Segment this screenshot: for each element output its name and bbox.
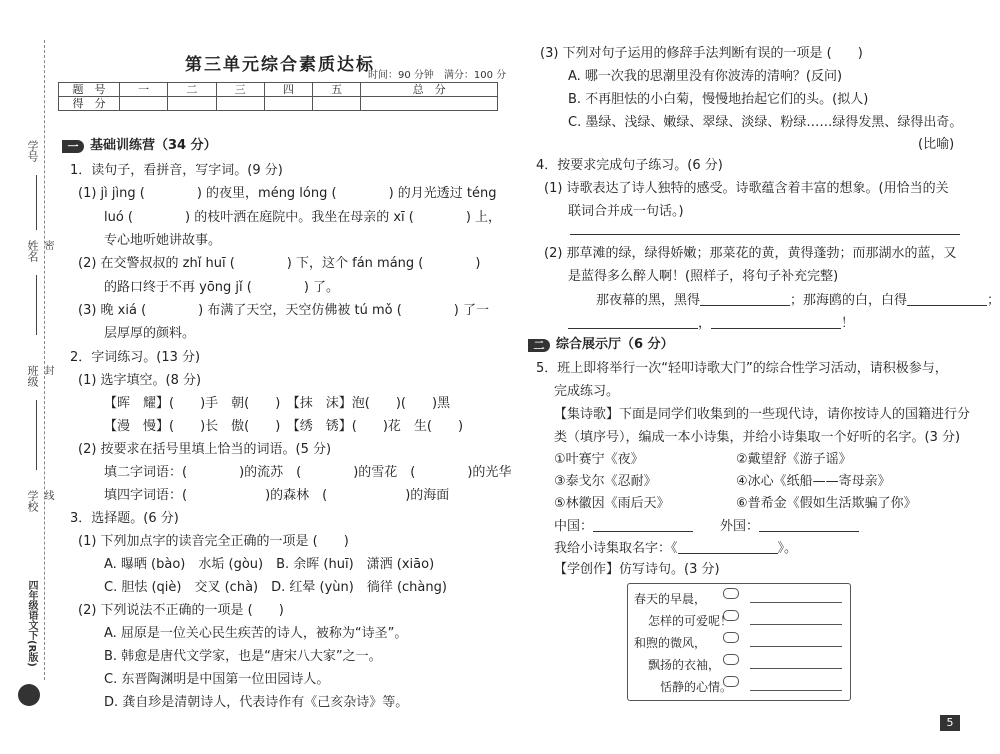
question-line: 联词合并成一句话。) <box>568 204 684 219</box>
poem-line: 和煦的微风， <box>634 636 707 650</box>
choice-line: D. 龚自珍是清朝诗人，代表诗作有《己亥杂诗》等。 <box>104 695 409 710</box>
score-row-label: 得 分 <box>59 97 120 111</box>
sentence-text: ； <box>987 293 1000 308</box>
mascot-icon <box>18 684 40 706</box>
poem-line: 春天的早晨， <box>634 592 707 606</box>
question-line: (2) 下列说法不正确的一项是 ( ) <box>78 603 284 618</box>
choice-line: A. 曝晒 (bào) 水垢 (gòu) B. 余晖 (huī) 潇洒 (xiāo) <box>104 557 435 572</box>
school-label: 学校 <box>26 490 39 512</box>
china-row <box>554 519 693 533</box>
section-number-badge: 一 <box>62 140 84 153</box>
foreign-row <box>720 519 859 533</box>
sentence-text: ， <box>698 316 712 331</box>
sentence-model <box>568 316 854 330</box>
answer-line[interactable] <box>570 222 960 235</box>
foreign-label: 外国： <box>720 519 760 534</box>
anthology-end: 》。 <box>777 541 798 556</box>
question-line: 填四字词语：( )的森林 ( )的海面 <box>104 488 450 503</box>
anthology-label: 我给小诗集取名字：《 <box>554 541 678 556</box>
question-5: 5．班上即将举行一次“轻叩诗歌大门”的综合性学习活动，请积极参与， <box>536 361 948 376</box>
score-header-cell: 四 <box>264 83 312 97</box>
sentence-text: ；那海鸥的白，白得 <box>790 293 908 308</box>
question-line: (1) 选字填空。(8 分) <box>78 373 202 388</box>
score-cell[interactable] <box>361 97 498 111</box>
question-line: 完成练习。 <box>554 384 620 399</box>
score-cell[interactable] <box>120 97 168 111</box>
question-line: (1) jì jìng ( ) 的夜里，méng lóng ( ) 的月光透过 téng <box>78 186 497 201</box>
question-line: (3) 晚 xiá ( ) 布满了天空，天空仿佛被 tú mǒ ( ) 了一 <box>78 303 489 318</box>
choice-line: C. 墨绿、浅绿、嫩绿、翠绿、淡绿、粉绿……绿得发黑、绿得出奇。 <box>568 115 963 130</box>
score-cell[interactable] <box>168 97 216 111</box>
choice-line: B. 韩愈是唐代文学家，也是“唐宋八大家”之一。 <box>104 649 382 664</box>
notebook-illustration <box>627 583 851 701</box>
ring-icon <box>723 654 739 665</box>
question-line: 的路口终于不再 yōng jǐ ( ) 了。 <box>104 280 340 295</box>
writing-line[interactable] <box>750 602 842 603</box>
question-line: (2) 在交警叔叔的 zhǐ huī ( ) 下，这个 fán máng ( ) <box>78 256 481 271</box>
answer-blank[interactable] <box>700 293 790 306</box>
anthology-answer[interactable] <box>678 541 778 554</box>
seal-mark: 密 <box>42 240 53 250</box>
name-line <box>36 275 37 335</box>
score-cell[interactable] <box>313 97 361 111</box>
poem-item: ③泰戈尔《忍耐》 <box>554 474 657 489</box>
student-id-label: 学号 <box>26 140 39 162</box>
poem-item: ⑤林徽因《雨后天》 <box>554 496 670 511</box>
section-1-heading <box>62 139 217 153</box>
question-line: 专心地听她讲故事。 <box>104 233 222 248</box>
sentence-text: ！ <box>841 316 855 331</box>
student-id-line <box>36 175 37 230</box>
choice-line: C. 胆怯 (qiè) 交叉 (chà) D. 红晕 (yùn) 徜徉 (chàng) <box>104 580 447 595</box>
question-line: 层厚厚的颜料。 <box>104 326 196 341</box>
class-line <box>36 400 37 470</box>
section-number-badge: 二 <box>528 339 550 352</box>
poem-item: ②戴望舒《游子谣》 <box>736 452 852 467</box>
ring-icon <box>723 632 739 643</box>
page-title: 第三单元综合素质达标 <box>185 55 375 75</box>
score-cell[interactable] <box>216 97 264 111</box>
question-3: 3．选择题。(6 分) <box>70 511 179 526</box>
score-table <box>58 82 498 111</box>
score-header-cell: 二 <box>168 83 216 97</box>
answer-blank[interactable] <box>711 316 841 329</box>
question-line: 【漫 慢】( )长 傲( ) 【绣 锈】( )花 生( ) <box>104 419 464 434</box>
writing-line[interactable] <box>750 646 842 647</box>
answer-blank[interactable] <box>907 293 987 306</box>
exam-meta: 时间：90 分钟 满分：100 分 <box>368 70 507 81</box>
ring-icon <box>723 588 739 599</box>
section-title: 基础训练营（34 分） <box>90 138 217 153</box>
choice-annotation: (比喻) <box>918 137 955 152</box>
create-heading: 【学创作】仿写诗句。(3 分) <box>554 562 720 577</box>
writing-line[interactable] <box>750 690 842 691</box>
question-line: 类（填序号），编成一本小诗集，并给小诗集取一个好听的名字。(3 分) <box>554 430 961 445</box>
poem-line: 飘扬的衣袖， <box>648 658 721 672</box>
cut-line <box>44 40 45 680</box>
name-label: 姓名 <box>26 240 39 262</box>
poem-item: ①叶赛宁《夜》 <box>554 452 644 467</box>
poem-line: 怎样的可爱呢！ <box>648 614 733 628</box>
score-header-cell: 五 <box>313 83 361 97</box>
china-label: 中国： <box>554 519 594 534</box>
answer-blank[interactable] <box>568 316 698 329</box>
question-line: (2) 那草滩的绿，绿得娇嫩；那菜花的黄，黄得蓬勃；而那湖水的蓝，又 <box>544 246 957 261</box>
question-1: 1．读句子，看拼音，写字词。(9 分) <box>70 163 283 178</box>
choice-line: B. 不再胆怯的小白菊，慢慢地抬起它们的头。(拟人) <box>568 92 869 107</box>
question-line: 填二字词语：( )的流苏 ( )的雪花 ( )的光华 <box>104 465 512 480</box>
score-header-cell: 总 分 <box>361 83 498 97</box>
question-line: (2) 按要求在括号里填上恰当的词语。(5 分) <box>78 442 332 457</box>
poem-item: ⑥普希金《假如生活欺骗了你》 <box>736 496 917 511</box>
poem-item: ④冰心《纸船——寄母亲》 <box>736 474 891 489</box>
question-line: luó ( ) 的枝叶洒在庭院中。我坐在母亲的 xī ( ) 上， <box>104 210 502 225</box>
section-title: 综合展示厅（6 分） <box>556 337 674 352</box>
choice-line: A. 屈原是一位关心民生疾苦的诗人，被称为“诗圣”。 <box>104 626 408 641</box>
china-answer[interactable] <box>593 519 693 532</box>
question-line: (1) 下列加点字的读音完全正确的一项是 ( ) <box>78 534 349 549</box>
question-line: (1) 诗歌表达了诗人独特的感受。诗歌蕴含着丰富的想象。(用恰当的关 <box>544 181 949 196</box>
question-4: 4．按要求完成句子练习。(6 分) <box>536 158 723 173</box>
binding-margin <box>0 0 60 754</box>
question-line: 【晖 耀】( )手 朝( ) 【抹 沫】泡( )( )黑 <box>104 396 451 411</box>
question-line: 【集诗歌】下面是同学们收集到的一些现代诗，请你按诗人的国籍进行分 <box>554 407 971 422</box>
class-label: 班级 <box>26 365 39 387</box>
poem-line: 恬静的心情。 <box>660 680 733 694</box>
writing-line[interactable] <box>750 668 842 669</box>
score-header-cell: 三 <box>216 83 264 97</box>
choice-line: C. 东晋陶渊明是中国第一位田园诗人。 <box>104 672 330 687</box>
score-header-cell: 题 号 <box>59 83 120 97</box>
choice-line: A. 哪一次我的思潮里没有你波涛的清响？(反问) <box>568 69 843 84</box>
question-line: (3) 下列对句子运用的修辞手法判断有误的一项是 ( ) <box>540 46 863 61</box>
sentence-text: 那夜幕的黑，黑得 <box>596 293 701 308</box>
score-header-cell: 一 <box>120 83 168 97</box>
score-cell[interactable] <box>264 97 312 111</box>
page-number: 5 <box>940 715 960 731</box>
book-label: 四年级语文下(R版) <box>26 580 37 667</box>
seal-mark-2: 封 <box>42 365 53 375</box>
sentence-model <box>596 293 1000 307</box>
foreign-answer[interactable] <box>759 519 859 532</box>
writing-line[interactable] <box>750 624 842 625</box>
question-2: 2．字词练习。(13 分) <box>70 350 201 365</box>
section-2-heading <box>528 338 674 352</box>
anthology-name-row <box>554 541 797 555</box>
question-line: 是蓝得多么醉人啊！(照样子，将句子补充完整) <box>568 269 839 284</box>
seal-mark-3: 线 <box>42 490 53 500</box>
